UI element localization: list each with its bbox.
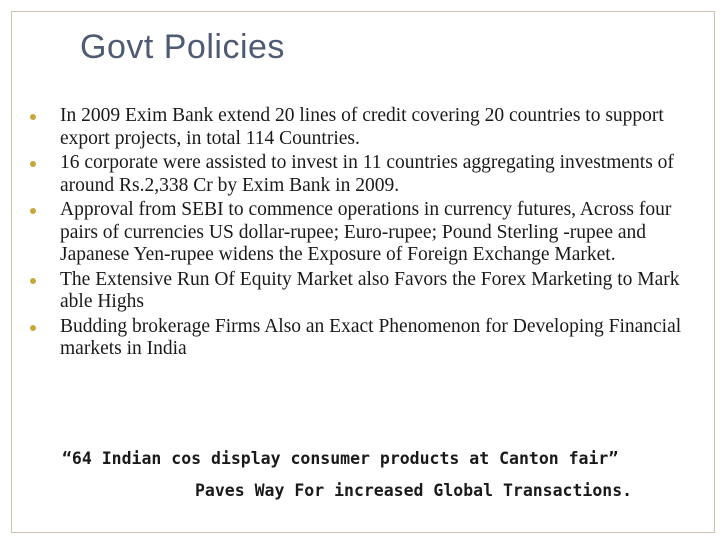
list-item xyxy=(28,152,710,197)
bullet-dot-icon xyxy=(30,161,36,167)
list-item xyxy=(28,199,710,267)
bullet-text: The Extensive Run Of Equity Market also Favors the Forex Marketing to Mark able Highs xyxy=(60,268,680,312)
bullet-dot-icon xyxy=(30,114,36,120)
quote-line: “64 Indian cos display consumer products at Canton fair” xyxy=(62,449,619,468)
quote-line: Paves Way For increased Global Transactions. xyxy=(195,481,633,500)
list-item xyxy=(28,269,710,314)
slide-title: Govt Policies xyxy=(80,28,285,66)
bullet-dot-icon xyxy=(30,325,36,331)
list-item xyxy=(28,105,710,150)
bullet-dot-icon xyxy=(30,208,36,214)
bullet-text: 16 corporate were assisted to invest in 11 countries aggregating investments of around Rs.2,338 Cr by Exim Bank in 2009. xyxy=(60,152,674,196)
bullet-dot-icon xyxy=(30,278,36,284)
bullet-list xyxy=(28,105,710,363)
bullet-text: Approval from SEBI to commence operations in currency futures, Across four pairs of currencies US dollar-rupee; Euro-rupee; Pound Sterling -rupee and Japanese Yen-rupee widens the Exposure of Foreign Exchange Market. xyxy=(60,199,672,265)
bullet-text: In 2009 Exim Bank extend 20 lines of credit covering 20 countries to support export projects, in total 114 Countries. xyxy=(60,105,664,149)
bullet-text: Budding brokerage Firms Also an Exact Phenomenon for Developing Financial markets in India xyxy=(60,315,682,359)
list-item xyxy=(28,316,710,361)
